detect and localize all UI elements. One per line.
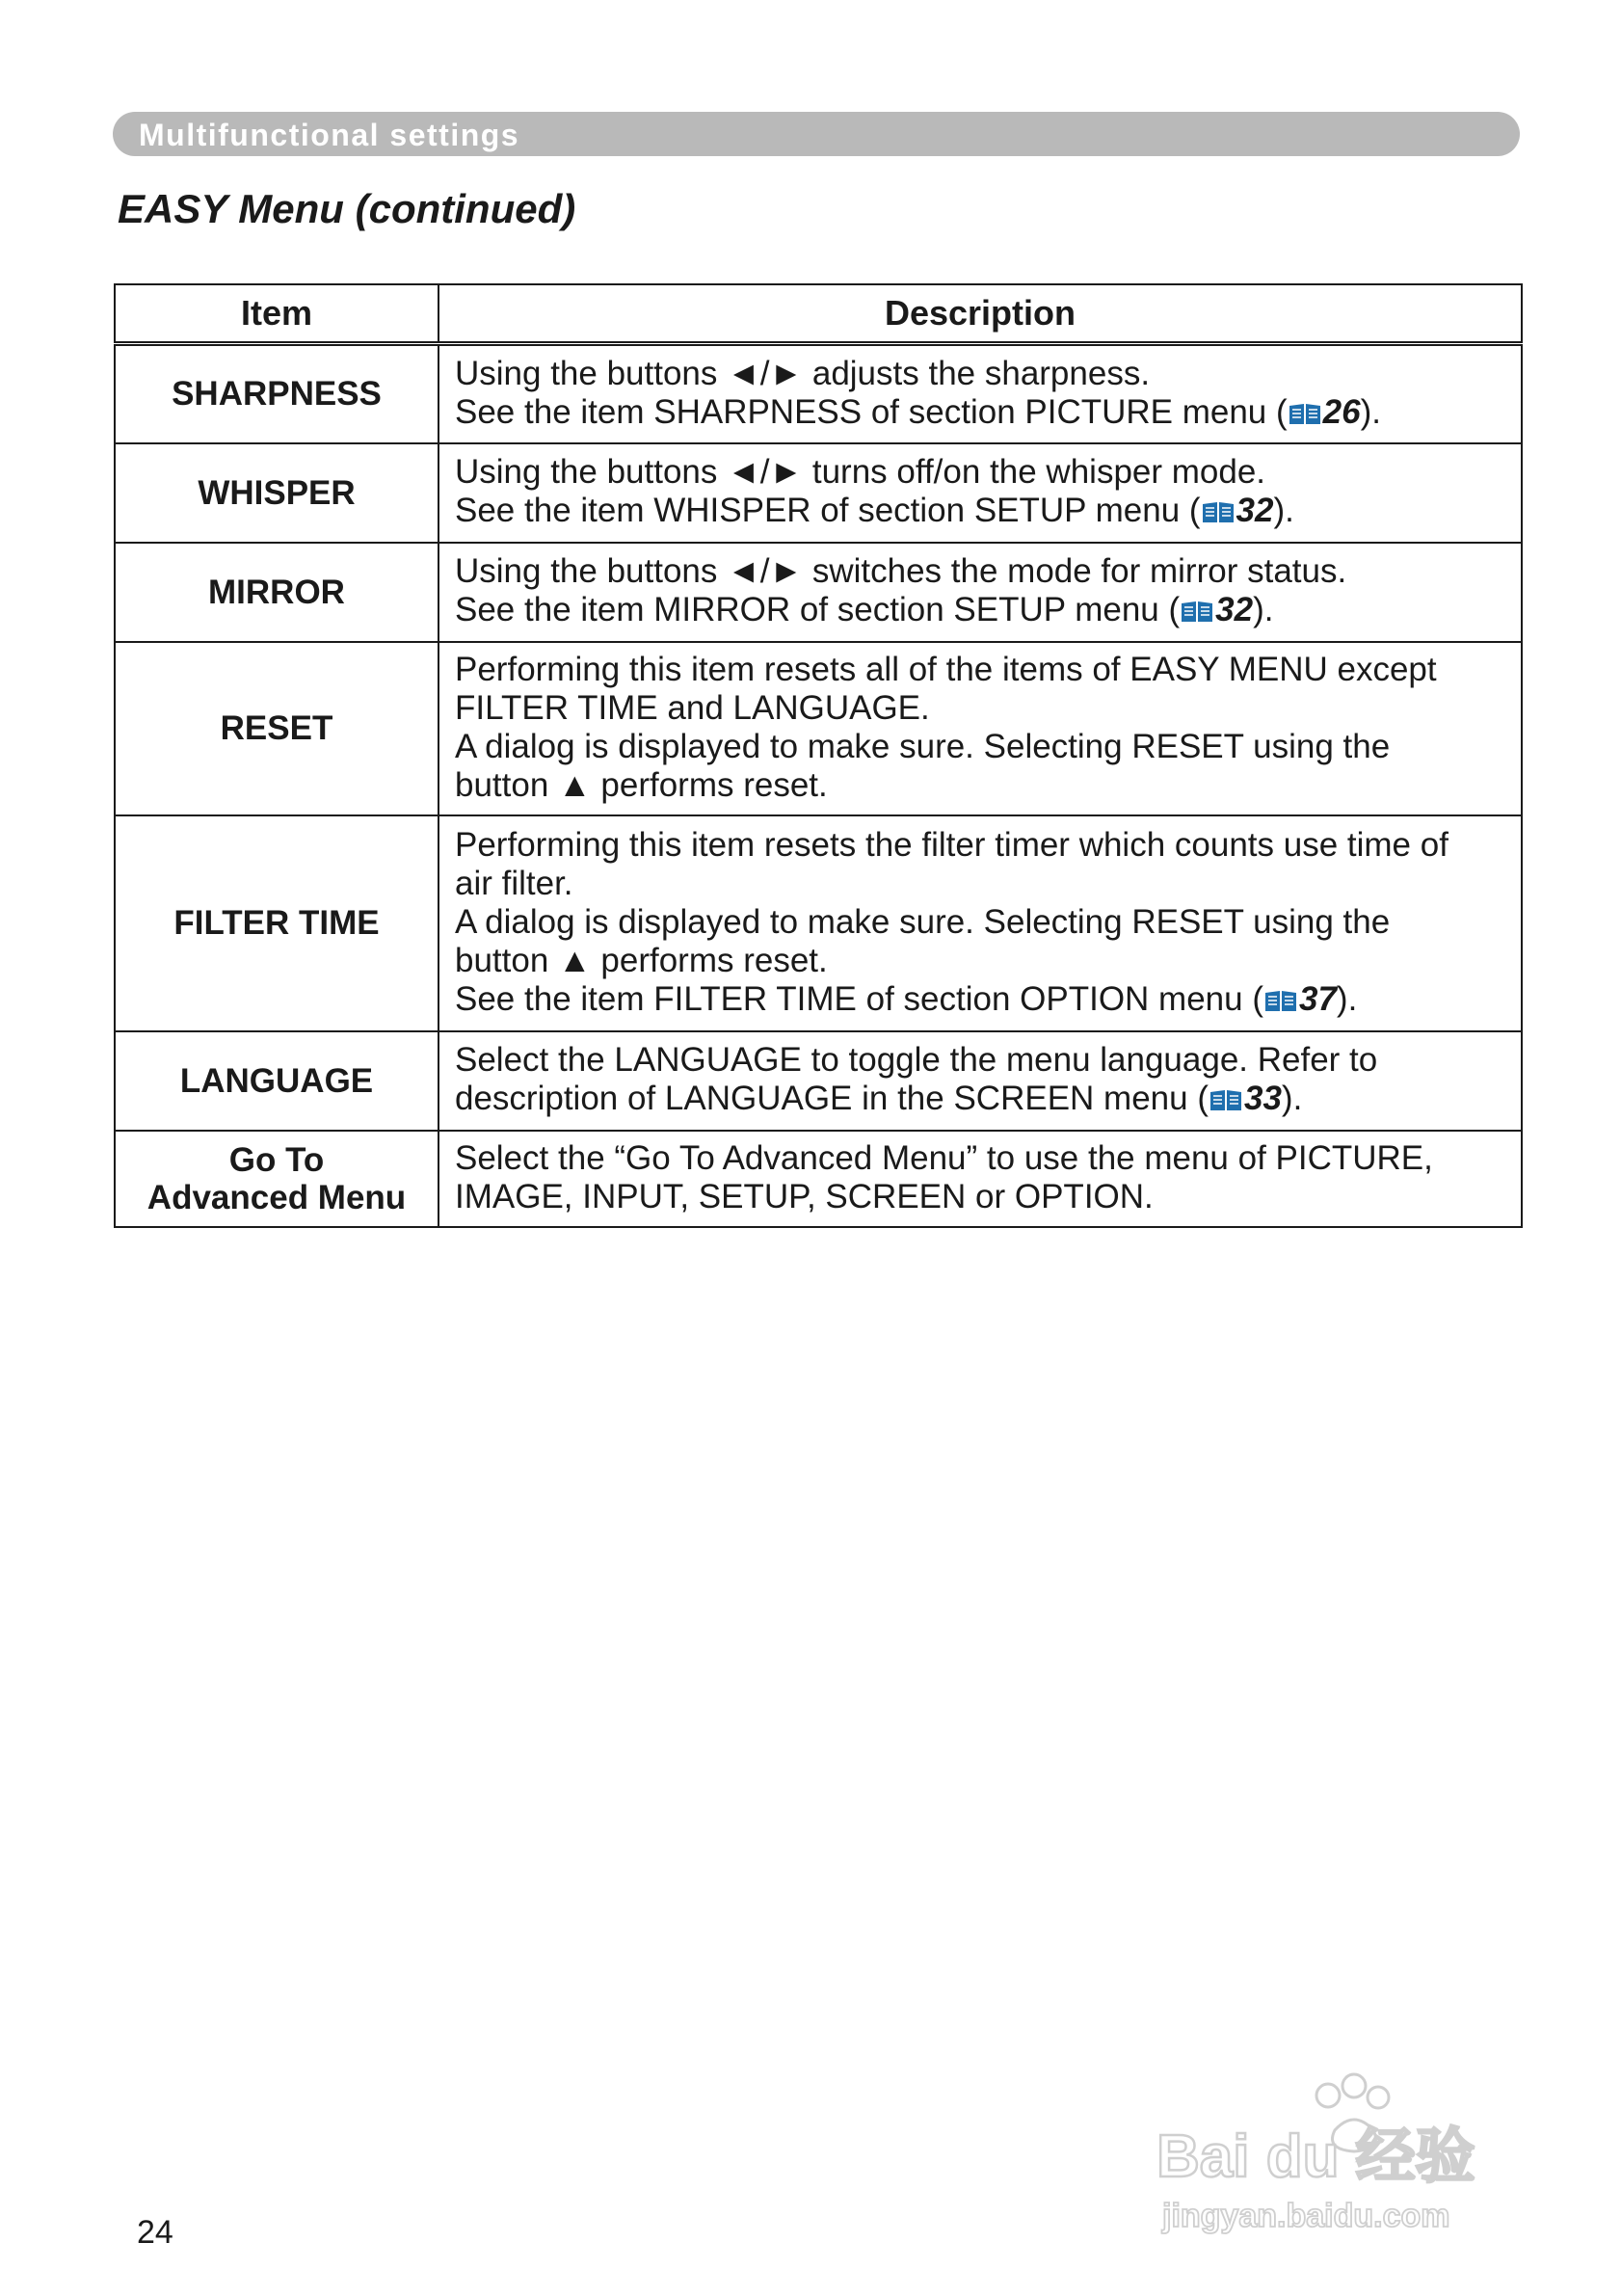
description-line: air filter. xyxy=(455,864,573,902)
page-reference: 33 xyxy=(1243,1080,1282,1117)
item-description xyxy=(438,443,1522,543)
table-row-mirror xyxy=(115,543,1522,642)
table-row-sharpness xyxy=(115,344,1522,443)
item-description xyxy=(438,1131,1522,1227)
description-line xyxy=(455,492,1505,530)
book-icon xyxy=(1263,988,1298,1013)
reference-close: ). xyxy=(1336,979,1358,1018)
page-number: 24 xyxy=(137,2214,173,2251)
book-icon xyxy=(1201,499,1236,524)
description-line: button ▲ performs reset. xyxy=(455,765,828,804)
table-row-filter-time xyxy=(115,815,1522,1031)
description-line: IMAGE, INPUT, SETUP, SCREEN or OPTION. xyxy=(455,1177,1154,1215)
description-line: Performing this item resets the filter timer which counts use time of xyxy=(455,825,1448,864)
page-reference: 26 xyxy=(1322,392,1361,431)
item-name: WHISPER xyxy=(115,443,438,543)
easy-menu-table xyxy=(114,283,1523,1228)
item-description xyxy=(438,344,1522,443)
description-line: Select the “Go To Advanced Menu” to use the menu of PICTURE, xyxy=(455,1138,1433,1177)
reference-close: ). xyxy=(1360,392,1381,431)
description-text: description of LANGUAGE in the SCREEN menu ( xyxy=(455,1080,1209,1117)
description-line: Performing this item resets all of the items of EASY MENU except xyxy=(455,650,1437,688)
item-name: RESET xyxy=(115,642,438,815)
description-text: See the item MIRROR of section SETUP menu ( xyxy=(455,591,1181,628)
svg-text:jingyan.baidu.com: jingyan.baidu.com xyxy=(1162,2198,1450,2234)
item-name: MIRROR xyxy=(115,543,438,642)
table-row-reset xyxy=(115,642,1522,815)
section-label: Multifunctional settings xyxy=(139,118,520,152)
description-line: A dialog is displayed to make sure. Selecting RESET using the xyxy=(455,727,1391,765)
description-line: Using the buttons ◄/► turns off/on the whisper mode. xyxy=(455,453,1266,491)
item-description xyxy=(438,1031,1522,1131)
reference-close: ). xyxy=(1273,492,1294,529)
table-row-whisper xyxy=(115,443,1522,543)
item-name xyxy=(115,1131,438,1227)
item-name: LANGUAGE xyxy=(115,1031,438,1131)
item-description xyxy=(438,642,1522,815)
description-line: Using the buttons ◄/► switches the mode for mirror status. xyxy=(455,552,1347,590)
book-icon xyxy=(1209,1087,1243,1112)
description-line: A dialog is displayed to make sure. Selecting RESET using the xyxy=(455,902,1391,941)
reference-close: ). xyxy=(1281,1080,1303,1117)
description-line xyxy=(455,393,1505,432)
baidu-watermark-logo xyxy=(1156,2063,1542,2246)
table-row-language xyxy=(115,1031,1522,1131)
description-text: See the item WHISPER of section SETUP menu ( xyxy=(455,492,1201,529)
description-line xyxy=(455,1080,1505,1118)
page-reference: 32 xyxy=(1215,591,1254,628)
description-line: Select the LANGUAGE to toggle the menu language. Refer to xyxy=(455,1041,1378,1079)
book-icon xyxy=(1288,401,1322,426)
page-title: EASY Menu (continued) xyxy=(118,186,576,231)
description-text: See the item SHARPNESS of section PICTURE menu ( xyxy=(455,392,1288,431)
table-header-row xyxy=(115,284,1522,344)
item-name: FILTER TIME xyxy=(115,815,438,1031)
description-line xyxy=(455,591,1505,629)
page-reference: 37 xyxy=(1298,979,1337,1018)
item-description xyxy=(438,815,1522,1031)
item-description xyxy=(438,543,1522,642)
page-reference: 32 xyxy=(1236,492,1274,529)
svg-text:Bai du 经验: Bai du 经验 xyxy=(1156,2123,1475,2190)
book-icon xyxy=(1180,599,1214,624)
description-line: Using the buttons ◄/► adjusts the sharpness. xyxy=(455,354,1151,392)
item-name-line: Go To xyxy=(228,1140,325,1179)
column-header-item: Item xyxy=(115,284,438,344)
table-row-go-to-advanced-menu xyxy=(115,1131,1522,1227)
description-text: See the item FILTER TIME of section OPTION menu ( xyxy=(455,979,1263,1018)
section-header-bar xyxy=(113,112,1520,156)
description-line: button ▲ performs reset. xyxy=(455,941,828,979)
reference-close: ). xyxy=(1253,591,1274,628)
column-header-description: Description xyxy=(438,284,1522,344)
description-line: FILTER TIME and LANGUAGE. xyxy=(455,688,930,727)
item-name-line: Advanced Menu xyxy=(146,1178,407,1216)
description-line xyxy=(455,980,1505,1019)
item-name: SHARPNESS xyxy=(115,344,438,443)
